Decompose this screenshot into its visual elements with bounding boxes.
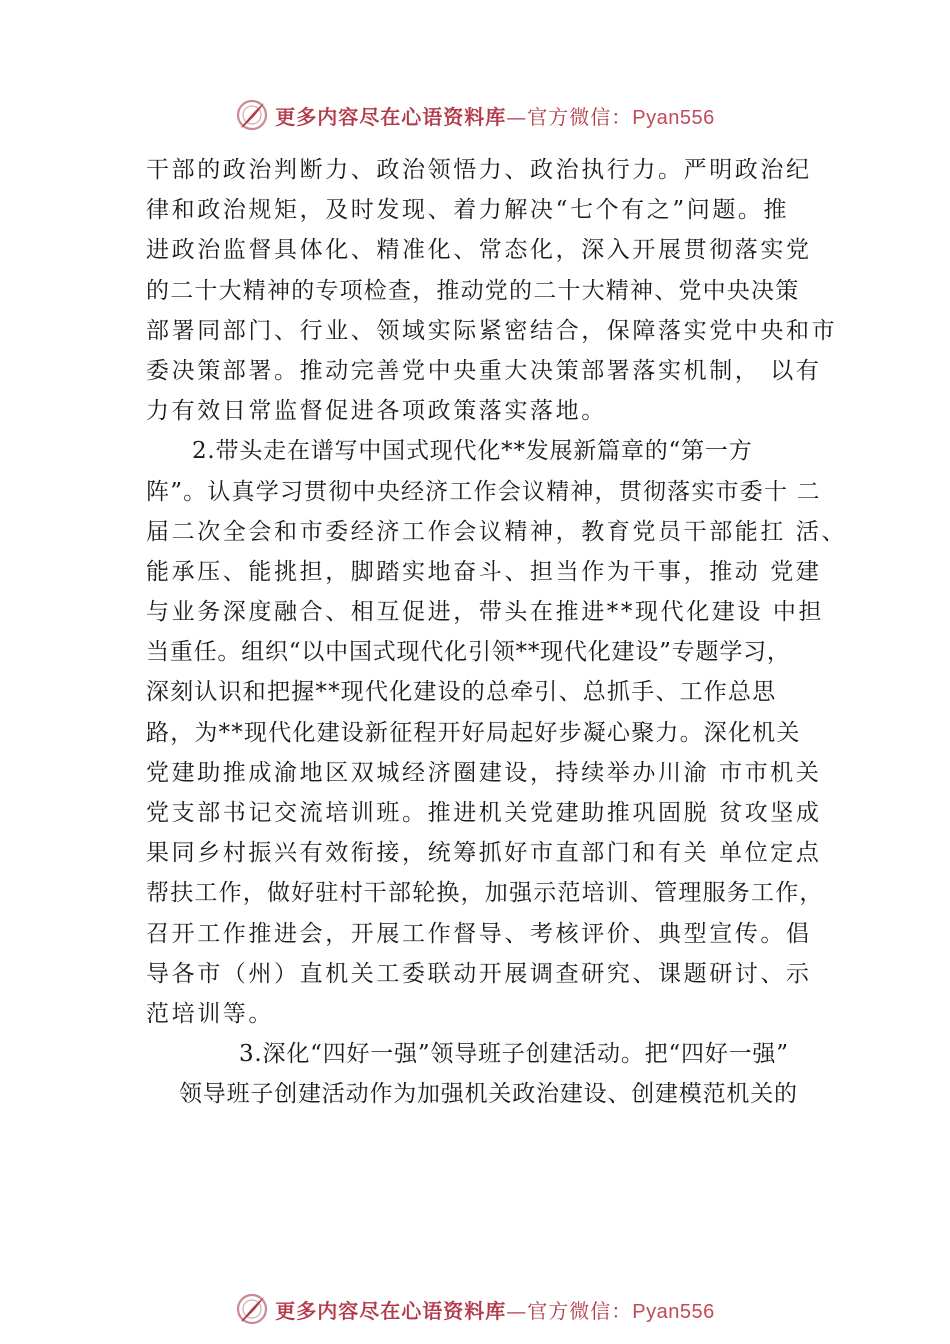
text-line: 律和政治规矩，及时发现、着力解决“七个有之”问题。推: [146, 197, 790, 224]
watermark-label: 官方微信：: [527, 104, 633, 129]
text-line: 领导班子创建活动作为加强机关政治建设、创建模范机关的: [179, 1081, 798, 1108]
text-line: 路，为**现代化建设新征程开好局起好步凝心聚力。深化机关: [146, 719, 801, 746]
watermark-label: 官方微信：: [527, 1298, 633, 1323]
watermark-brand: 更多内容尽在心语资料库: [275, 104, 507, 129]
watermark-dash: —: [506, 104, 528, 129]
paragraph-heading-2: 2.带头走在谱写中国式现代化**发展新篇章的“第一方: [192, 438, 753, 465]
text-line: 党支部书记交流培训班。推进机关党建助推巩固脱 贫攻坚成: [146, 800, 822, 826]
watermark-header: [0, 95, 950, 135]
text-line: 范培训等。: [146, 1000, 274, 1027]
document-body: [146, 150, 846, 1115]
text-line: 与业务深度融合、相互促进，带头在推进**现代化建设 中担: [146, 599, 825, 626]
text-line: 阵”。认真学习贯彻中央经济工作会议精神，贯彻落实市委十 二: [146, 478, 821, 505]
text-line: 届二次全会和市委经济工作会议精神，教育党员干部能扛 活、: [146, 518, 848, 545]
watermark-dash: —: [506, 1298, 528, 1323]
quill-pen-seal-icon: [235, 98, 269, 132]
text-line: 委决策部署。推动完善党中央重大决策部署落实机制， 以有: [146, 357, 822, 384]
text-line: 的二十大精神的专项检查，推动党的二十大精神、党中央决策: [146, 277, 800, 304]
watermark-text: [275, 101, 714, 130]
watermark-brand: 更多内容尽在心语资料库: [275, 1298, 507, 1323]
text-line: 能承压、能挑担，脚踏实地奋斗、担当作为干事，推动 党建: [146, 558, 822, 585]
quill-pen-seal-icon: [235, 1292, 269, 1326]
text-line: 干部的政治判断力、政治领悟力、政治执行力。严明政治纪: [146, 157, 812, 183]
text-line: 进政治监督具体化、精准化、常态化，深入开展贯彻落实党: [146, 237, 812, 264]
watermark-wechat-id: Pyan556: [632, 1300, 715, 1323]
watermark-footer: [0, 1289, 950, 1329]
text-line: 导各市（州）直机关工委联动开展调查研究、课题研讨、示: [146, 960, 812, 987]
text-line: 力有效日常监督促进各项政策落实落地。: [146, 398, 607, 425]
text-line: 党建助推成渝地区双城经济圈建设，持续举办川渝 市市机关: [146, 759, 822, 786]
text-line: 帮扶工作，做好驻村干部轮换，加强示范培训、管理服务工作，: [146, 880, 824, 907]
text-line: 果同乡村振兴有效衔接，统筹抓好市直部门和有关 单位定点: [146, 840, 822, 867]
paragraph-heading-3: 3.深化“四好一强”领导班子创建活动。把“四好一强”: [239, 1041, 789, 1068]
text-line: 召开工作推进会，开展工作督导、考核评价、典型宣传。倡: [146, 920, 812, 947]
text-line: 当重任。组织“以中国式现代化引领**现代化建设”专题学习，: [146, 639, 791, 666]
watermark-wechat-id: Pyan556: [632, 106, 715, 129]
watermark-text: [275, 1295, 714, 1324]
text-line: 深刻认识和把握**现代化建设的总牵引、总抓手、工作总思: [146, 679, 777, 706]
text-line: 部署同部门、行业、领域实际紧密结合，保障落实党中央和市: [146, 317, 838, 344]
